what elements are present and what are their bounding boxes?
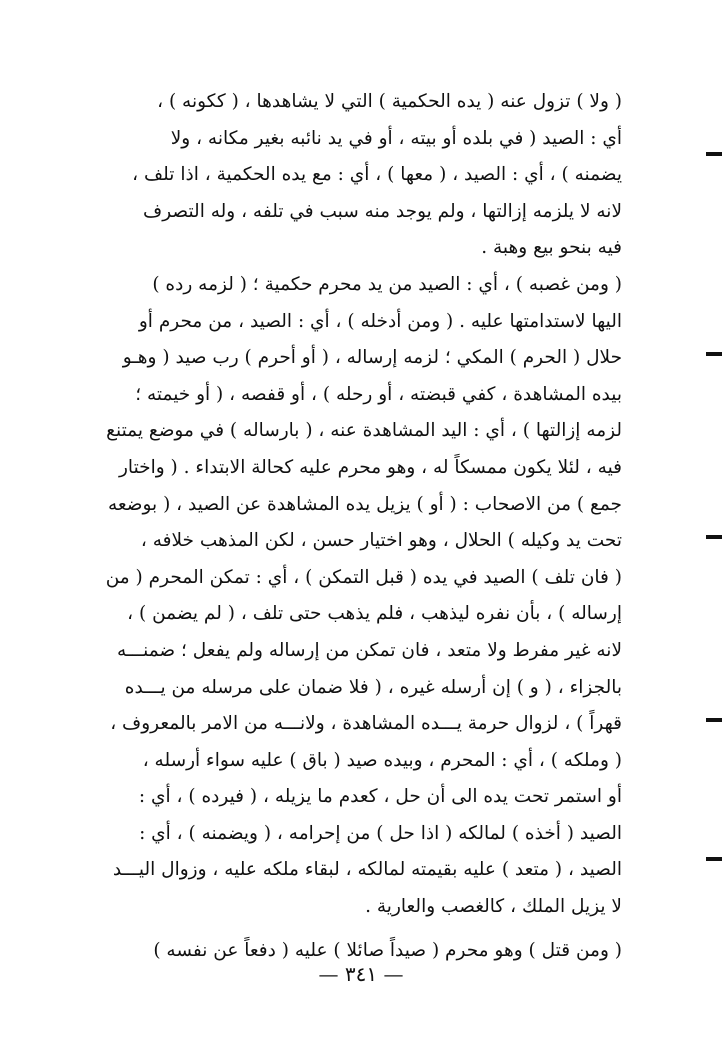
text-line: ( ومن قتل ) وهو محرم ( صيداً صائلا ) عليه ( دفعاً عن نفسه ) (153, 939, 622, 961)
text-line: بيده المشاهدة ، كفي قبضته ، أو رحله ) ، أو قفصه ، ( أو خيمته ؛ (135, 383, 622, 405)
margin-mark (706, 718, 722, 722)
text-line: اليها لاستدامتها عليه . ( ومن أدخله ) ، أي : الصيد ، من محرم أو (138, 310, 622, 332)
text-line: إرساله ) ، بأن نفره ليذهب ، فلم يذهب حتى تلف ، ( لم يضمن ) ، (127, 603, 622, 625)
text-line: لانه غير مفرط ولا متعد ، فان تمكن من إرساله ولم يفعل ؛ ضمنـــه (116, 639, 622, 661)
margin-mark (706, 857, 722, 861)
text-line: أو استمر تحت يده الى أن حل ، كعدم ما يزيله ، ( فيرده ) ، أي : (138, 786, 622, 808)
text-line: ( فان تلف ) الصيد في يده ( قبل التمكن ) ، أي : تمكن المحرم ( من (105, 566, 622, 588)
text-line: فيه ، لئلا يكون ممسكاً له ، وهو محرم عليه كحالة الابتداء . ( واختار (119, 456, 622, 478)
text-line: لانه لا يلزمه إزالتها ، ولم يوجد منه سبب في تلفه ، وله التصرف (143, 200, 622, 222)
text-line: ( وملكه ) ، أي : المحرم ، وبيده صيد ( باق ) عليه سواء أرسله ، (142, 749, 622, 771)
text-line: فيه بنحو بيع وهبة . (481, 237, 622, 259)
text-line: تحت يد وكيله ) الحلال ، وهو اختيار حسن ، لكن المذهب خلافه ، (140, 530, 622, 552)
margin-mark (706, 352, 722, 356)
text-line: الصيد ، ( متعد ) عليه بقيمته لمالكه ، لبقاء ملكه عليه ، وزوال اليـــد (112, 859, 622, 881)
text-line: ( ومن غصبه ) ، أي : الصيد من يد محرم حكمية ؛ ( لزمه رده ) (152, 273, 622, 295)
text-line: جمع ) من الاصحاب : ( أو ) يزيل يده المشاهدة عن الصيد ، ( بوضعه (107, 493, 622, 515)
page-number: — ٣٤١ — (318, 962, 404, 986)
text-line: لا يزيل الملك ، كالغصب والعارية . (365, 896, 622, 918)
text-line: بالجزاء ، ( و ) إن أرسله غيره ، ( فلا ضمان على مرسله من يـــده (124, 676, 622, 698)
text-line: يضمنه ) ، أي : الصيد ، ( معها ) ، أي : مع يده الحكمية ، اذا تلف ، (132, 164, 622, 186)
text-line: لزمه إزالتها ) ، أي : اليد المشاهدة عنه ، ( بارساله ) في موضع يمتنع (106, 420, 622, 442)
margin-mark (706, 535, 722, 539)
text-line: ( ولا ) تزول عنه ( يده الحكمية ) التي لا يشاهدها ، ( ككونه ) ، (157, 91, 622, 112)
body-text (92, 84, 622, 969)
text-line: قهراً ) ، لزوال حرمة يـــده المشاهدة ، ولانـــه من الامر بالمعروف ، (110, 713, 622, 735)
margin-mark (706, 152, 722, 156)
text-line: حلال ( الحرم ) المكي ؛ لزمه إرساله ، ( أو أحرم ) رب صيد ( وهـو (122, 347, 622, 369)
text-line: الصيد ( أخذه ) لمالكه ( اذا حل ) من إحرامه ، ( ويضمنه ) ، أي : (139, 822, 622, 844)
text-line: أي : الصيد ( في بلده أو بيته ، أو في يد نائبه بغير مكانه ، ولا (170, 127, 622, 149)
